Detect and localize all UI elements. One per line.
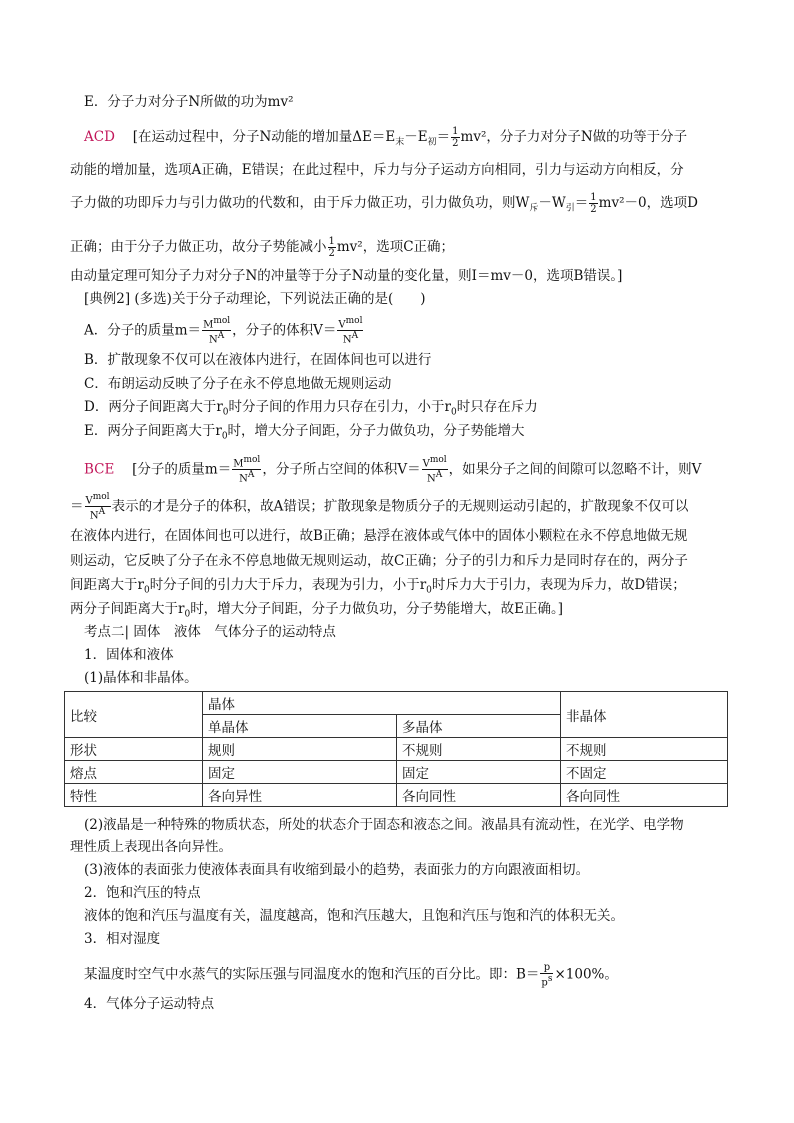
superscript: A	[98, 507, 106, 518]
analysis1-line5	[70, 267, 622, 285]
subscript: 初	[427, 137, 437, 148]
text: 考点二| 固体 液体 气体分子的运动特点	[84, 624, 336, 640]
text: 液体的饱和汽压与温度有关，温度越高，饱和汽压越大，且饱和汽压与饱和汽的体积无关。	[84, 908, 624, 924]
row-name: 特性	[65, 784, 203, 807]
text: ，如果分子之间的间隙可以忽略不计，则V	[448, 461, 702, 478]
text: B．扩散现象不仅可以在液体内进行，在固体间也可以进行	[84, 352, 432, 368]
text: [在运动过程中，分子N动能的增加量ΔE＝E	[132, 129, 396, 145]
header-poly-crystal: 多晶体	[397, 715, 561, 738]
numerator: 1	[590, 192, 597, 203]
text: 则运动，它反映了分子在永不停息地做无规则运动，故C正确；分子的引力和斥力是同时存在的，两分子	[70, 553, 688, 569]
header-amorphous: 非晶体	[561, 692, 728, 738]
subscript: 0	[450, 407, 457, 418]
fraction-vmol-na	[85, 492, 111, 522]
subscript: 斥	[529, 203, 539, 214]
numerator: 1	[452, 126, 459, 137]
cell-single: 各向异性	[203, 784, 397, 807]
text: mv²，分子力对分子N做的功等于分子	[460, 129, 688, 145]
text: D．两分子间距离大于r	[84, 399, 223, 415]
fraction-vmol-na	[337, 316, 363, 346]
text: (3)液体的表面张力使液体表面具有收缩到最小的趋势，表面张力的方向跟液面相切。	[84, 862, 590, 878]
symbol: N	[342, 334, 352, 346]
text: ，分子所占空间的体积V＝	[262, 461, 421, 478]
symbol: p	[541, 977, 548, 989]
option-d	[84, 398, 538, 422]
denominator: 2	[328, 248, 335, 259]
option-b	[84, 351, 431, 369]
numerator	[422, 455, 448, 470]
cell-poly: 各向同性	[397, 784, 561, 807]
analysis2-line5	[70, 576, 686, 600]
denominator	[202, 331, 231, 345]
text: (1)晶体和非晶体。	[84, 670, 198, 686]
heading-3	[84, 930, 160, 948]
text: 时分子间的引力大于斥力，表现为引力，小于r	[149, 577, 427, 593]
text: [分子的质量m＝	[132, 461, 232, 478]
paragraph-3	[84, 861, 589, 879]
symbol: V	[338, 319, 346, 331]
fraction-half	[451, 126, 459, 149]
symbol: N	[89, 510, 99, 522]
analysis2-line3	[70, 527, 687, 545]
numerator	[337, 316, 363, 331]
superscript: A	[435, 470, 443, 481]
denominator	[540, 974, 553, 988]
denominator	[232, 470, 261, 484]
subscript: 0	[426, 585, 432, 596]
text: mv²，选项C正确；	[336, 239, 455, 255]
text: ＝	[70, 498, 84, 515]
paragraph-relative-humidity	[84, 962, 618, 988]
subscript: 0	[184, 609, 191, 620]
text: 时，增大分子间距，分子力做负功，分子势能增大，故E正确。]	[190, 601, 564, 617]
text: 时只存在斥力	[456, 399, 538, 415]
superscript: mol	[92, 492, 110, 502]
fraction-vmol-na	[422, 455, 448, 485]
text: mv²－0，选项D	[598, 195, 698, 211]
symbol: M	[233, 458, 244, 470]
symbol: N	[239, 473, 248, 485]
header-compare: 比较	[65, 692, 203, 738]
subscript: 0	[222, 407, 229, 418]
superscript: A	[351, 331, 359, 342]
superscript: A	[217, 331, 225, 342]
text: 动能的增加量，选项A正确，E错误；在此过程中，斥力与分子运动方向相同，引力与运动方向相反，分	[70, 162, 684, 178]
analysis2-line4	[70, 552, 688, 570]
option-e-text: E．分子力对分子N所做的功为mv²	[84, 94, 294, 110]
analysis2-line1	[84, 455, 701, 485]
text: ＝	[436, 129, 451, 145]
text: ×100%。	[554, 966, 618, 983]
subscript: 引	[565, 203, 575, 214]
superscript: A	[247, 470, 255, 481]
text: 理性质上表现出各向异性。	[70, 839, 232, 855]
text: 表示的才是分子的体积，故A错误；扩散现象是物质分子的无规则运动引起的，扩散现象不仅可以	[111, 498, 689, 515]
cell-single: 规则	[203, 738, 397, 761]
crystal-comparison-table	[64, 691, 728, 807]
table-row	[65, 761, 728, 784]
numerator: 1	[328, 236, 335, 247]
paragraph-2-line2	[70, 838, 232, 856]
text: 某温度时空气中水蒸气的实际压强与同温度水的饱和汽压的百分比。即：B＝	[84, 966, 540, 983]
text: 两分子间距离大于r	[70, 601, 185, 617]
heading-2	[84, 884, 201, 902]
denominator	[85, 507, 111, 521]
superscript: s	[547, 974, 553, 984]
text: 2．饱和汽压的特点	[84, 885, 201, 901]
text: 3．相对湿度	[84, 931, 161, 947]
example2-title	[84, 290, 425, 308]
row-name: 熔点	[65, 761, 203, 784]
symbol: M	[203, 319, 214, 331]
fraction-half	[328, 236, 336, 259]
paragraph-2-line1	[84, 816, 684, 834]
header-single-crystal: 单晶体	[203, 715, 397, 738]
text: 时斥力大于引力，表现为斥力，故D错误；	[431, 577, 686, 593]
superscript: mol	[345, 316, 363, 326]
answer-acd: ACD	[84, 129, 115, 145]
heading-4	[84, 995, 214, 1013]
analysis1-line1	[84, 126, 687, 152]
symbol: V	[422, 458, 430, 470]
numerator	[85, 492, 111, 507]
text: －W	[538, 195, 566, 211]
analysis2-line6	[70, 600, 563, 624]
text: ＝	[574, 195, 589, 211]
text: 由动量定理可知分子力对分子N的冲量等于分子N动量的变化量，则I＝mv－0，选项B错误。]	[70, 268, 623, 284]
text: A．分子的质量m＝	[84, 322, 202, 339]
subscript: 0	[143, 585, 150, 596]
denominator	[422, 470, 448, 484]
heading-1	[84, 646, 174, 664]
text: 4．气体分子运动特点	[84, 996, 215, 1012]
cell-poly: 不规则	[397, 738, 561, 761]
text: C．布朗运动反映了分子在永不停息地做无规则运动	[84, 376, 392, 392]
text: (2)液晶是一种特殊的物质状态，所处的状态介于固态和液态之间。液晶具有流动性，在光学、电学物	[84, 817, 684, 833]
option-c	[84, 375, 391, 393]
option-e2	[84, 422, 525, 446]
fraction-mmol-na	[202, 316, 231, 346]
text: 时，增大分子间距，分子力做负功，分子势能增大	[227, 423, 525, 439]
numerator: p	[540, 962, 553, 974]
subheading-1-1	[84, 669, 198, 687]
denominator	[337, 331, 363, 345]
text: 时分子间的作用力只存在引力，小于r	[228, 399, 451, 415]
text: 在液体内进行，在固体间也可以进行，故B正确；悬浮在液体或气体中的固体小颗粒在永不停息地做无规	[70, 528, 688, 544]
text: 间距离大于r	[70, 577, 144, 593]
subscript: 末	[395, 137, 405, 148]
numerator	[202, 316, 231, 331]
fraction-mmol-na	[232, 455, 261, 485]
cell-amorphous: 各向同性	[561, 784, 728, 807]
option-e-line	[84, 93, 294, 111]
symbol: V	[85, 495, 93, 507]
text: [典例2] (多选)关于分子动理论，下列说法正确的是( )	[84, 291, 426, 307]
option-a	[84, 316, 364, 346]
answer-bce: BCE	[84, 461, 115, 478]
cell-amorphous: 不规则	[561, 738, 728, 761]
table-row	[65, 784, 728, 807]
text: 正确；由于分子力做正功，故分子势能减小	[70, 239, 327, 255]
cell-amorphous: 不固定	[561, 761, 728, 784]
numerator	[232, 455, 261, 470]
text: 1．固体和液体	[84, 647, 174, 663]
paragraph-saturated-vapor	[84, 907, 624, 925]
fraction-half	[589, 192, 597, 215]
superscript: mol	[213, 316, 231, 326]
text: －E	[404, 129, 428, 145]
analysis1-line4	[70, 236, 454, 259]
analysis2-line2	[70, 492, 688, 522]
cell-poly: 固定	[397, 761, 561, 784]
header-crystal: 晶体	[203, 692, 561, 715]
symbol: N	[426, 473, 436, 485]
table-row	[65, 738, 728, 761]
table-header-row	[65, 692, 728, 715]
fraction-p-ps	[540, 962, 553, 988]
text: 子力做的功即斥力与引力做功的代数和，由于斥力做正功，引力做负功，则W	[70, 195, 530, 211]
denominator: 2	[452, 138, 459, 149]
row-name: 形状	[65, 738, 203, 761]
denominator: 2	[590, 204, 597, 215]
analysis1-line3	[70, 192, 698, 218]
text: ，分子的体积V＝	[232, 322, 337, 339]
text: E．两分子间距离大于r	[84, 423, 222, 439]
symbol: N	[208, 334, 218, 346]
cell-single: 固定	[203, 761, 397, 784]
analysis1-line2	[70, 161, 684, 179]
superscript: mol	[429, 455, 447, 465]
section-kaodian2	[84, 623, 336, 641]
subscript: 0	[221, 431, 228, 442]
superscript: mol	[243, 455, 261, 465]
